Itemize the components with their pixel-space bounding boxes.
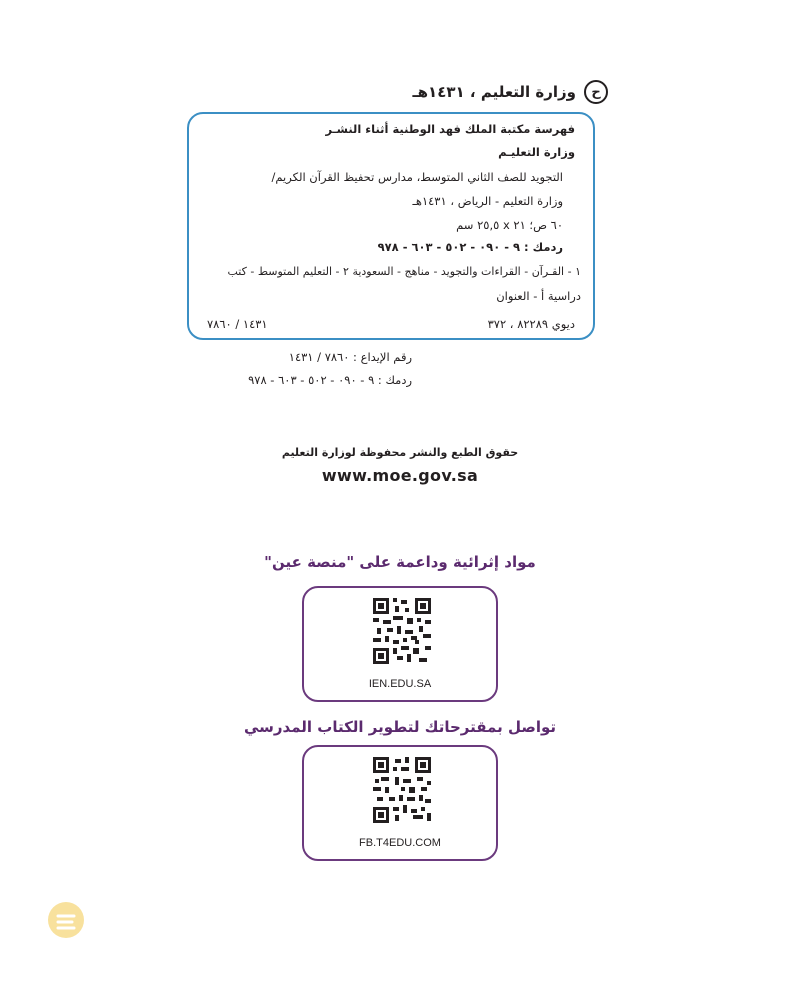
catalog-subjects: ١ - القـرآن - القراءات والتجويد - مناهج - السعودية ٢ - التعليم المتوسط - كتب	[227, 265, 581, 278]
catalog-isbn: ردمك : ٩ - ٠٩٠ - ٥٠٢ - ٦٠٣ - ٩٧٨	[377, 240, 563, 254]
deposit-isbn: ردمك : ٩ - ٠٩٠ - ٥٠٢ - ٦٠٣ - ٩٧٨	[248, 373, 412, 387]
dewey-number: ديوي ٨٢٢٨٩ ، ٣٧٢	[487, 317, 575, 331]
feedback-title: تواصل بمقترحاتك لتطوير الكتاب المدرسي	[243, 718, 557, 736]
feedback-qr-card[interactable]	[302, 745, 498, 861]
ministry-header	[413, 80, 608, 104]
catalog-physical: ٦٠ ص؛ ٢١ x ٢٥,٥ سم	[456, 218, 563, 232]
catalog-deposit: ١٤٣١ / ٧٨٦٠	[207, 317, 268, 331]
app-logo-icon	[46, 900, 86, 940]
catalog-title: التجويد للصف الثاني المتوسط، مدارس تحفيظ القرآن الكريم/	[271, 170, 563, 184]
ien-url[interactable]: IEN.EDU.SA	[368, 678, 432, 690]
catalog-subjects-cont: دراسية أ - العنوان	[496, 289, 581, 303]
rights-notice: حقوق الطبع والنشر محفوظة لوزارة التعليم	[281, 446, 519, 459]
deposit-number: رقم الإيداع : ٧٨٦٠ / ١٤٣١	[288, 350, 412, 364]
catalog-footer	[207, 317, 575, 331]
copyright-circle: ح	[584, 80, 608, 104]
feedback-url[interactable]: FB.T4EDU.COM	[359, 837, 441, 849]
catalog-author: وزارة التعليـم	[498, 145, 575, 159]
ien-qr-card[interactable]	[302, 586, 498, 702]
catalog-card	[187, 112, 595, 340]
feedback-qr-icon[interactable]	[373, 757, 431, 823]
ien-title: مواد إثرائية وداعمة على "منصة عين"	[264, 553, 536, 571]
catalog-heading: فهرسة مكتبة الملك فهد الوطنية أثناء النشـر	[325, 122, 575, 136]
ministry-year: وزارة التعليم ، ١٤٣١هـ	[412, 83, 576, 101]
catalog-publisher: وزارة التعليم - الرياض ، ١٤٣١هـ	[412, 194, 563, 208]
ien-qr-icon[interactable]	[373, 598, 431, 664]
website-link[interactable]: www.moe.gov.sa	[321, 466, 479, 485]
